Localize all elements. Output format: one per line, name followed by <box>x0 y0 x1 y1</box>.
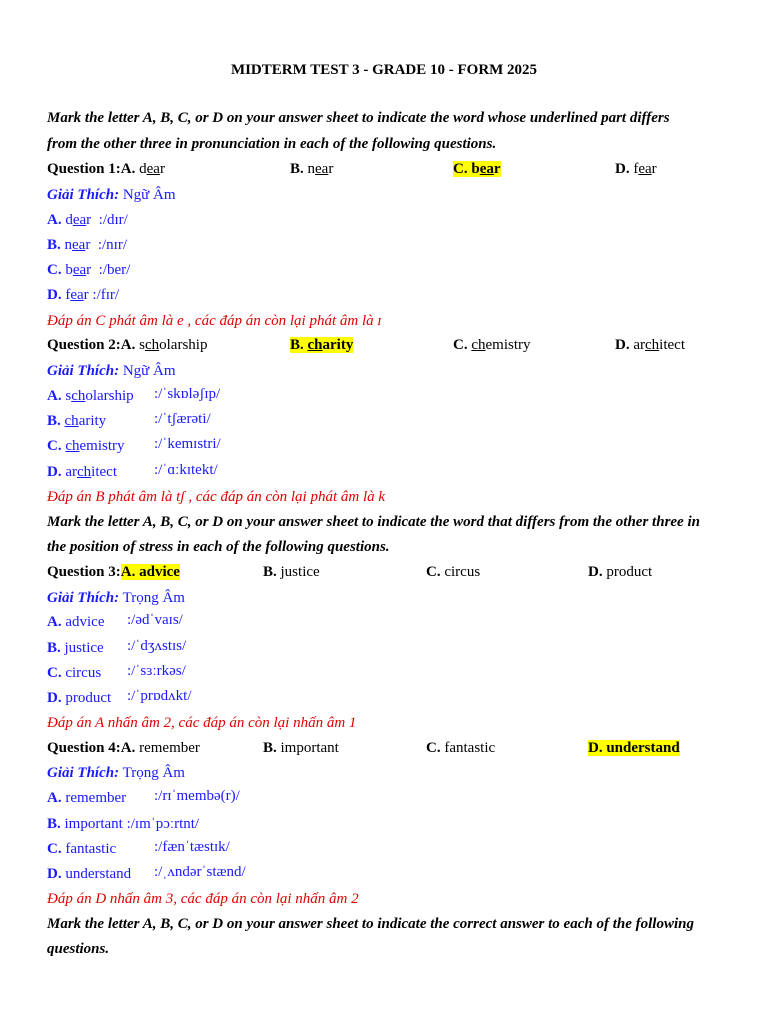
q3-line-d-word: product <box>61 690 112 706</box>
q3-explain-line-d <box>47 688 111 708</box>
q2-line-a-underline: ch <box>71 388 86 404</box>
q4-explain-topic: Trọng Âm <box>119 765 185 781</box>
q1-option-b <box>290 159 333 179</box>
q2-option-d-letter: D. <box>615 337 630 353</box>
q1-explain-line-b <box>47 235 127 255</box>
q2-line-d-letter: D. <box>47 464 62 480</box>
q1-explain-label: Giải Thích: <box>47 187 120 203</box>
q3-line-a-word: advice <box>61 614 105 630</box>
q4-line-c-word: fantastic <box>61 841 117 857</box>
q1-explain-topic: Ngữ Âm <box>119 187 176 203</box>
q3-line-d-letter: D. <box>47 690 62 706</box>
q4-line-d-letter: D. <box>47 866 62 882</box>
q4-option-a-word: remember <box>135 740 200 756</box>
q3-option-b <box>263 562 320 582</box>
section2-instruction-line2: the position of stress in each of the following questions. <box>47 539 390 555</box>
q3-line-b-word: justice <box>60 640 104 656</box>
q4-line-c-letter: C. <box>47 841 62 857</box>
q4-option-b-letter: B. <box>263 740 277 756</box>
question-1-label: Question 1: <box>47 161 121 177</box>
q1-option-a-letter: A. <box>120 161 136 177</box>
q1-line-a-underline: ea <box>72 212 87 228</box>
question-3-label: Question 3: <box>47 564 121 580</box>
q2-line-b-post: arity <box>78 413 107 429</box>
q1-line-b-underline: ea <box>72 237 86 253</box>
q1-option-b-pre: n <box>303 161 316 177</box>
q4-option-d-text: D. understand <box>588 740 680 756</box>
q4-explain-label: Giải Thích: <box>47 765 120 781</box>
q2-explanation-heading <box>47 361 176 381</box>
q4-line-a-letter: A. <box>47 790 62 806</box>
q1-option-b-post: r <box>328 161 334 177</box>
q2-option-c-letter: C. <box>453 337 468 353</box>
q3-line-a-ipa: :/ədˈvaɪs/ <box>127 612 183 628</box>
q3-explain-label: Giải Thích: <box>47 590 120 606</box>
q1-line-a-pre: d <box>61 212 73 228</box>
q1-line-c-pre: b <box>61 262 73 278</box>
q2-line-c-post: emistry <box>79 438 125 454</box>
q3-line-a-letter: A. <box>47 614 62 630</box>
q4-option-c <box>426 738 495 758</box>
q2-answer-note: Đáp án B phát âm là tʃ , các đáp án còn lại phát âm là k <box>47 489 386 505</box>
question-4-row <box>47 738 200 758</box>
q1-line-d-ipa-text: :/fɪr/ <box>92 287 120 303</box>
q1-option-c-post: r <box>493 161 501 177</box>
q4-line-b-letter: B. <box>47 816 61 832</box>
q1-answer-note: Đáp án C phát âm là e , các đáp án còn lại phát âm là ɪ <box>47 313 382 329</box>
q1-line-d-post: r <box>83 287 89 303</box>
q2-option-c-post: emistry <box>485 337 531 353</box>
q4-answer-note: Đáp án D nhấn âm 3, các đáp án còn lại nhấn âm 2 <box>47 891 359 907</box>
q1-line-d-ipa <box>89 287 119 303</box>
question-1-row <box>47 159 165 179</box>
q3-line-d-ipa: :/ˈprɒdʌkt/ <box>127 688 192 704</box>
q3-explain-line-c <box>47 663 101 683</box>
q1-line-c-letter: C. <box>47 262 62 278</box>
q1-line-c-underline: ea <box>72 262 87 278</box>
q3-explain-line-a <box>47 612 104 632</box>
q1-explain-line-a <box>47 210 128 230</box>
q2-option-d-underline: ch <box>645 337 660 353</box>
q3-option-c <box>426 562 480 582</box>
q1-option-b-underline: ea <box>315 161 329 177</box>
q1-line-a-ipa <box>91 212 128 228</box>
section3-instruction-line2: questions. <box>47 941 110 957</box>
q2-option-d-pre: ar <box>629 337 645 353</box>
q1-option-d-underline: ea <box>638 161 652 177</box>
q2-option-a-pre: s <box>135 337 145 353</box>
q1-explanation-heading <box>47 185 176 205</box>
q4-explain-line-c <box>47 839 116 859</box>
q1-option-a-post: r <box>159 161 165 177</box>
q2-explain-line-d <box>47 462 117 482</box>
q1-option-c-correct <box>453 159 501 179</box>
section1-instruction-line1: Mark the letter A, B, C, or D on your answer sheet to indicate the word whose underlined part differs <box>47 110 670 126</box>
q1-line-d-letter: D. <box>47 287 62 303</box>
q2-line-c-letter: C. <box>47 438 62 454</box>
q2-option-b-correct <box>290 335 353 355</box>
q4-option-b-word: important <box>276 740 339 756</box>
q4-explanation-heading <box>47 763 185 783</box>
q1-line-d-pre: f <box>61 287 71 303</box>
q3-option-b-letter: B. <box>263 564 277 580</box>
q1-line-c-post: r <box>86 262 92 278</box>
page-title: MIDTERM TEST 3 - GRADE 10 - FORM 2025 <box>230 62 538 78</box>
question-4-label: Question 4: <box>47 740 121 756</box>
q2-option-c <box>453 335 531 355</box>
q3-option-a-correct: A. advice <box>120 564 180 580</box>
section2-instruction-line1: Mark the letter A, B, C, or D on your answer sheet to indicate the word that differs from the other three in <box>47 514 700 530</box>
q4-explain-line-b <box>47 814 199 834</box>
q4-explain-line-d <box>47 864 131 884</box>
q2-line-a-post: olarship <box>85 388 134 404</box>
q2-line-d-underline: ch <box>77 464 92 480</box>
q3-option-d-letter: D. <box>588 564 603 580</box>
q1-line-a-post: r <box>86 212 92 228</box>
q4-option-b <box>263 738 339 758</box>
q4-option-c-word: fantastic <box>440 740 496 756</box>
q3-option-b-word: justice <box>276 564 320 580</box>
q2-option-a-letter: A. <box>120 337 136 353</box>
q1-line-b-ipa <box>90 237 127 253</box>
q3-answer-note: Đáp án A nhấn âm 2, các đáp án còn lại nhấn âm 1 <box>47 715 357 731</box>
q4-line-b-ipa-text: :/ɪmˈpɔːrtnt/ <box>126 816 200 832</box>
q2-option-d <box>615 335 685 355</box>
q2-line-d-ipa: :/ˈɑːkɪtekt/ <box>154 462 218 478</box>
q1-line-b-post: r <box>85 237 91 253</box>
q2-explain-label: Giải Thích: <box>47 363 120 379</box>
q3-option-d <box>588 562 652 582</box>
q3-option-c-letter: C. <box>426 564 441 580</box>
question-2-label: Question 2: <box>47 337 121 353</box>
q1-option-a-underline: ea <box>146 161 160 177</box>
q2-option-a-underline: ch <box>144 337 160 353</box>
q1-option-b-letter: B. <box>290 161 304 177</box>
q3-line-c-word: circus <box>61 665 102 681</box>
q4-line-d-word: understand <box>61 866 132 882</box>
q3-line-c-ipa: :/ˈsɜːrkəs/ <box>127 663 186 679</box>
q2-line-a-ipa: :/ˈskɒləʃɪp/ <box>154 386 221 402</box>
q3-option-c-word: circus <box>440 564 481 580</box>
q3-line-b-ipa: :/ˈdʒʌstɪs/ <box>127 638 187 654</box>
q4-line-a-ipa: :/rɪˈmembə(r)/ <box>154 788 240 804</box>
q2-line-b-underline: ch <box>64 413 79 429</box>
question-3-row <box>47 562 180 582</box>
q4-line-b-ipa <box>123 816 199 832</box>
q2-line-b-ipa: :/ˈtʃærəti/ <box>154 411 211 427</box>
q2-explain-topic: Ngữ Âm <box>119 363 176 379</box>
section1-instruction-line2: from the other three in pronunciation in each of the following questions. <box>47 136 497 152</box>
q2-explain-line-c <box>47 436 125 456</box>
q1-line-a-letter: A. <box>47 212 62 228</box>
q4-line-a-word: remember <box>61 790 127 806</box>
q4-option-d-correct <box>588 738 680 758</box>
q3-line-c-letter: C. <box>47 665 62 681</box>
q3-explanation-heading <box>47 588 185 608</box>
q1-line-a-ipa-text: :/dɪr/ <box>98 212 128 228</box>
q3-explain-topic: Trọng Âm <box>119 590 185 606</box>
q4-line-c-ipa: :/fænˈtæstɪk/ <box>154 839 230 855</box>
q1-option-d <box>615 159 657 179</box>
q2-option-b-letter: B. <box>290 337 304 353</box>
q4-line-b-word: important <box>60 816 123 832</box>
q2-option-b-underline: ch <box>307 337 323 353</box>
q1-line-b-pre: n <box>60 237 73 253</box>
q1-option-d-pre: f <box>629 161 639 177</box>
q1-option-c-pre: b <box>467 161 480 177</box>
q2-line-d-pre: ar <box>61 464 77 480</box>
q2-option-c-underline: ch <box>471 337 486 353</box>
q1-option-d-letter: D. <box>615 161 630 177</box>
q1-line-b-ipa-text: :/nɪr/ <box>97 237 128 253</box>
q2-line-a-pre: s <box>61 388 72 404</box>
q1-line-c-ipa <box>91 262 130 278</box>
q2-explain-line-a <box>47 386 134 406</box>
q2-line-a-letter: A. <box>47 388 62 404</box>
q1-line-c-ipa-text: :/ber/ <box>98 262 131 278</box>
q1-option-c-underline: ea <box>479 161 494 177</box>
q3-line-b-letter: B. <box>47 640 61 656</box>
q1-line-d-underline: ea <box>70 287 84 303</box>
q3-explain-line-b <box>47 638 104 658</box>
section3-instruction-line1: Mark the letter A, B, C, or D on your answer sheet to indicate the correct answer to each of the following <box>47 916 694 932</box>
q4-option-a-letter: A. <box>120 740 136 756</box>
q1-option-d-post: r <box>651 161 657 177</box>
q1-option-c-letter: C. <box>453 161 468 177</box>
q2-option-d-post: itect <box>659 337 685 353</box>
q2-option-b-post: arity <box>322 337 354 353</box>
q4-line-d-ipa: :/ˌʌndərˈstænd/ <box>154 864 246 880</box>
q1-line-b-letter: B. <box>47 237 61 253</box>
q2-line-c-underline: ch <box>65 438 80 454</box>
question-2-row <box>47 335 207 355</box>
q2-line-b-letter: B. <box>47 413 61 429</box>
q2-explain-line-b <box>47 411 106 431</box>
q2-option-a-post: olarship <box>159 337 208 353</box>
q1-option-a-pre: d <box>135 161 147 177</box>
q2-line-c-ipa: :/ˈkemɪstri/ <box>154 436 221 452</box>
q2-line-d-post: itect <box>91 464 117 480</box>
q4-option-c-letter: C. <box>426 740 441 756</box>
q1-explain-line-c <box>47 260 130 280</box>
q4-explain-line-a <box>47 788 126 808</box>
q1-explain-line-d <box>47 285 119 305</box>
q3-option-d-word: product <box>602 564 653 580</box>
